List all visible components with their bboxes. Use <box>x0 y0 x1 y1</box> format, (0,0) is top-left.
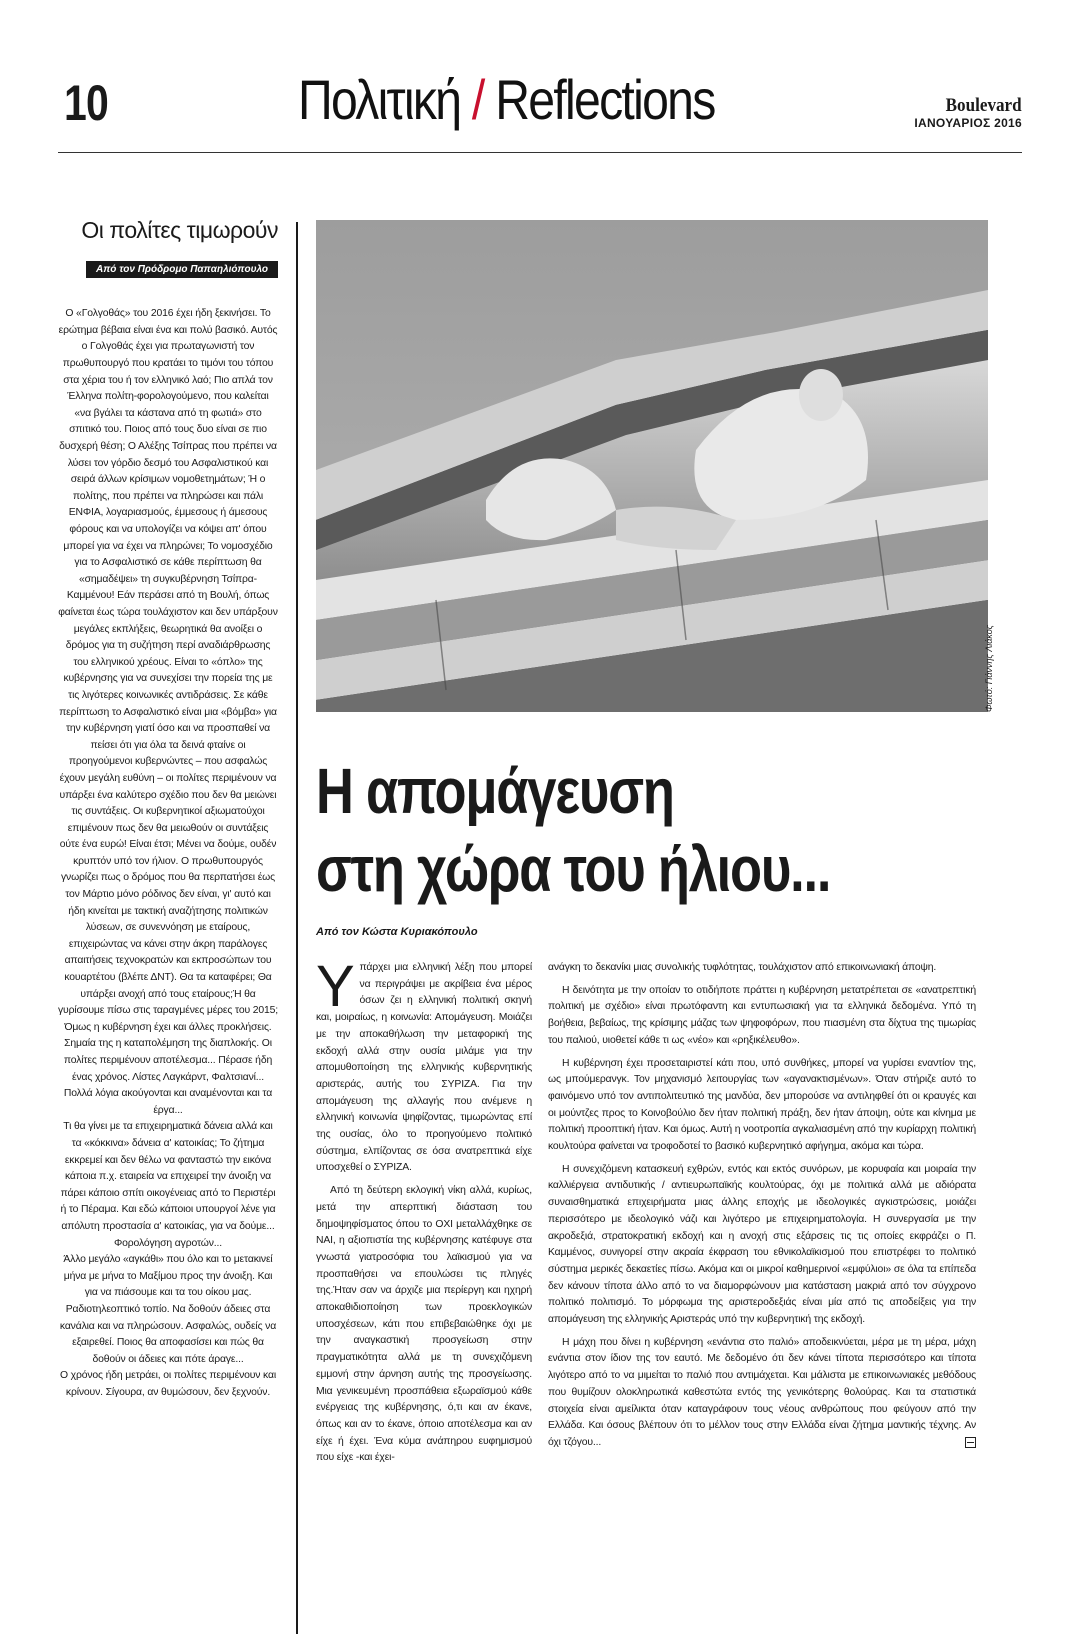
end-mark-icon <box>965 1437 976 1448</box>
header-divider <box>58 152 1022 153</box>
section-title <box>298 68 715 131</box>
headline-line: Η απομάγευση <box>316 755 674 827</box>
sidebar-title: Οι πολίτες τιμωρούν <box>81 217 278 243</box>
article-closing-text: Η μάχη που δίνει η κυβέρνηση «ενάντια στο παλιό» αποδεικνύεται, μέρα με τη μέρα, μάχη ενάντια στον ίδιον της τον εαυτό. Με δεδομένο ότι δεν κάνει τίποτα περισσότερο και τίποτα λιγότερο από το να μιμείται το παλιό που αντιμάχεται. Και μάλιστα με επικοινωνιακές μεθόδους που θυμίζουν ολοκληρωτικά καθεστώτα εντός της γενικότερης θολούρας. Και τα στατιστικά στοιχεία είναι αμείλικτα όταν καταγράφουν τους νέους ανθρώπους που φεύγουν από την Ελλάδα. Και όσους βλέπουν ότι το μέλλον τους στην Ελλάδα είναι ζήτημα μαντικής τέχνης. Αν όχι τζόγου... <box>548 1336 976 1448</box>
article-paragraph: Η δεινότητα με την οποίαν το οτιδήποτε πράττει η κυβέρνηση μετατρέπεται σε «ανατρεπτική πολιτική με σχέδιο» είναι πρωτόφαντη και εντυπωσιακή για τα ελληνικά δεδομένα. Υπό τη βοήθεια, βεβαίως, της κρίσιμης μάζας των ψηφοφόρων, που πιασμένη στα δίχτυα της τιμωρίας του παλιού, υιοθετεί κάθε τι ως «νέο» και «ρηξικέλευθο». <box>548 984 976 1046</box>
article-column-1 <box>316 954 532 1473</box>
masthead <box>914 96 1022 129</box>
headline-line: στη χώρα του ήλιου... <box>316 833 831 905</box>
section-name-en: Reflections <box>495 68 715 131</box>
issue-date: ΙΑΝΟΥΑΡΙΟΣ 2016 <box>914 116 1022 130</box>
article-column-2 <box>548 960 976 1458</box>
article-paragraph: Από τη δεύτερη εκλογική νίκη αλλά, κυρίως, μετά την απερπτική διάσταση του δημοψηφίσματος όπου το ΟΧΙ μεταλλάχθηκε σε ΝΑΙ, η αξιοπιστία της κυβέρνησης κατέφυγε στα γνωστά γιατροσόφια του λαϊκισμού για να προσπαθήσει να επουλώσει τις πληγές της.Ήταν σαν να άρχιζε μια περίεργη και ηχηρή αποκαθιδιοποίηση των προεκλογικών υποσχέσεων, κάτι που επιβεβαιώθηκε όχι με την αναγκαστική προσγείωση στην πραγματικότητα αλλά με τη συνεχιζόμενη εμμονή στην άρνηση αυτής της προσγείωσης. Μια γενικευμένη προσπάθεια εξωραϊσμού κάθε ενέργειας της κυβέρνησης, ό,τι και αν έκανε, όπως και αν το έκανε, όποιο αποτέλεσμα και αν είχε ή έχει. Ένα κύμα ανάπηρου ευφημισμού που είχε -και έχει- <box>316 1185 532 1464</box>
article-paragraph: Η κυβέρνηση έχει προσεταιριστεί κάτι που, υπό συνθήκες, μπορεί να γυρίσει εναντίον της, ως μπούμερανγκ. Τον μηχανισμό λειτουργίας των «αγανακτισμένων». Όταν στήριζε αυτό το φαινόμενο υπό τον αντιπολιτευτικό της μανδύα, δεν μπορούσε να αντιληφθεί ότι οι κραυγές και οι μούντζες προς το Κοινοβούλιο δεν ήταν πολιτική πράξη, δεν ήταν άποψη, ούτε και κίνημα με πολιτική προοπτική ήταν. Και όμως. Αυτή η νοοτροπία αγκαλιασμένη από την κυρίαρχη πολιτική κουλτούρα φαίνεται να τροφοδοτεί το βασικό κυβερνητικό αφήγημα, ακόμα και τώρα. <box>548 1057 976 1153</box>
sidebar-byline: Από τον Πρόδρομο Παπαηλιόπουλο <box>86 261 278 278</box>
page-number: 10 <box>64 75 108 131</box>
article-paragraph: Η συνεχιζόμενη κατασκευή εχθρών, εντός και εκτός συνόρων, με κορυφαία και μοιραία την καλλιέργεια αντιδυτικής / αντιευρωπαϊκής κουλτούρας, όχι με πολιτικά αλλά με αδιόρατα συναισθηματικά επιχειρήματα μιας άλλης εποχής με ιδεολογικές αγκιστρώσεις, μοιάζει περισσότερο με ιδεολογικό νάζι και λιγότερο με επιχειρηματολογία. Η συνεργασία με την ακροδεξιά, στρατοκρατική εκδοχή και η ανοχή στις εξάρσεις τις τις οποίες εκφράζει ο Π. Καμμένος, συνιγορεί στην ακραία έκφραση του εθνικολαϊκισμού που επιστρέφει το πολιτικό σύστημα μερικές δεκαετίες πίσω. Ακόμα και οι μικροί καθημερινοί «εμφύλιοι» σε όλα τα επίπεδα δεν κάνουν τίποτα άλλο από το να διαμορφώνουν μια κατάσταση μακριά από τον σύγχρονο πολιτικό πολιτισμό. Το μόρφωμα της αριστεροδεξιάς είναι μία από τις αποδείξεις για την απομάγευση της ελληνικής Αριστεράς υπό την κυβερνητική της εκδοχή. <box>548 1163 976 1326</box>
sidebar-paragraph: Ο «Γολγοθάς» του 2016 έχει ήδη ξεκινήσει. Το ερώτημα βέβαια είναι ένα και πολύ βασικό. Αυτός ο Γολγοθάς έχει για πρωταγωνιστή τον πρωθυπουργό που κρατάει το τιμόνι του τόπου στα χέρια του ή τον ελληνικό λαό; Πιο απλά τον Έλληνα πολίτη-φορολογούμενο, που καλείται «να βγάλει τα κάστανα από τη φωτιά» στο σπιτικό του. Ποιος από τους δυο είναι σε πιο δυσχερή θέση; Ο Αλέξης Τσίπρας που πρέπει να λύσει τον γόρδιο δεσμό του Ασφαλιστικού και σειρά άλλων κρίσιμων νομοθετημάτων; Ή ο πολίτης, που πρέπει να πληρώσει και πάλι ΕΝΦΙΑ, λογαριασμούς, έμμεσους ή άμεσους φόρους και να υπολογίζει να κόψει απ' όπου μπορεί για να έχει να πληρώνει; Το νομοσχέδιο για το Ασφαλιστικό σε κάθε περίπτωση θα «σημαδέψει» τη συγκυβέρνηση Τσίπρα-Καμμένου! Εάν περάσει από τη Βουλή, όπως φαίνεται έως τώρα τουλάχιστον και δεν υπάρξουν μεγάλες εκπλήξεις, θεωρητικά θα ανοίξει ο δρόμος για τη συζήτηση περί αναδιάρθρωσης του ελληνικού χρέους. Είναι το «όπλο» της κυβέρνησης για να συνεχίσει την πορεία της με τις λιγότερες κοινωνικές αντιδράσεις. Σε κάθε περίπτωση το Ασφαλιστικό είναι μια «βόμβα» για την κυβέρνηση γιατί όσο και να προσπαθεί να πείσει ότι για όλα τα δεινά φταίνε οι προηγούμενοι κυβερνώντες – που ασφαλώς έχουν μεγάλη ευθύνη – οι πολίτες περιμένουν να υπάρξει ένα καλύτερο σχέδιο που δεν θα μειώνει τις συντάξεις. Οι κυβερνητικοί αξιωματούχοι επιμένουν πως δεν θα μειωθούν οι συντάξεις ούτε ένα ευρώ! Είναι έτσι; Μένει να δούμε, ουδέν κρυπτόν υπό τον ήλιον. Ο πρωθυπουργός γνωρίζει πως ο δρόμος που θα περπατήσει έως τον Μάρτιο μόνο ρόδινος δεν είναι, γι' αυτό και ήδη κινείται με τακτική αναζήτησης πολιτικών λύσεων, σε συνεννόηση με εταίρους, επιχειρώντας να κάνει στην άκρη παράλογες απαιτήσεις τεχνοκρατών και εκπροσώπων του κουαρτέτου (βλέπε ΔΝΤ). Θα τα καταφέρει; Θα υπάρξει ανοχή από τους εταίρους;Ή θα γυρίσουμε πίσω στις ταραγμένες μέρες του 2015; Όμως η κυβέρνηση έχει και άλλες προκλήσεις. Σημαία της η καταπολέμηση της διαπλοκής. Οι πολίτες περιμένουν αποτέλεσμα... Πέρασε ήδη ένας χρόνος. Λίστες Λαγκάρντ, Φαλτσιανί... Πολλά λόγια ακούγονται και αναμένονται και τα έργα... <box>58 308 278 1116</box>
article-paragraph <box>316 954 532 1177</box>
section-separator: / <box>471 68 484 131</box>
article-photo <box>316 220 988 712</box>
sidebar-column <box>58 218 278 1401</box>
sidebar-body <box>58 306 278 1401</box>
section-name: Πολιτική <box>298 68 461 131</box>
masthead-logo: Boulevard <box>945 95 1022 116</box>
article-byline: Από τον Κώστα Κυριακόπουλο <box>316 926 478 938</box>
article-paragraph: ανάγκη το δεκανίκι μιας συνολικής τυφλότητας, τουλάχιστον από επικοινωνιακή άποψη. <box>548 962 937 973</box>
sidebar-paragraph: Ο χρόνος ήδη μετράει, οι πολίτες περιμένουν και κρίνουν. Σίγουρα, αν θυμώσουν, δεν ξεχνούν. <box>60 1370 276 1398</box>
sidebar-paragraph: Άλλο μεγάλο «αγκάθι» που όλο και το μετακινεί μήνα με μήνα το Μαξίμου προς την άνοιξη. Και για να πιάσουμε και τα του οίκου μας. Ραδιοτηλεοπτικό τοπίο. Να δοθούν άδειες στα κανάλια και να πληρώσουν. Ασφαλώς, ουδείς να εξαιρεθεί. Ποιος θα αποφασίσει και πώς θα δοθούν οι άδειες και πότε άραγε... <box>59 1254 277 1365</box>
article-headline <box>316 752 857 908</box>
column-divider <box>296 222 298 1634</box>
sidebar-paragraph: Τι θα γίνει με τα επιχειρηματικά δάνεια αλλά και τα «κόκκινα» δάνεια α' κατοικίας; Το ζήτημα εκκρεμεί και δεν θέλω να φανταστώ την εικόνα κάποια π.χ. εταιρεία να επιχειρεί την άνοιξη να πάρει κάποιο σπίτι οικογένειας από το Περιστέρι ή το Πέραμα. Και εδώ κάποιοι υπουργοί λένε για απόλυτη προστασία α' κατοικίας, για να δούμε... Φορολόγηση αγροτών... <box>60 1121 276 1249</box>
article-lead-text: πάρχει μια ελληνική λέξη που μπορεί να περιγράψει με ακρίβεια ένα μέρος όσων ζει η ελληνική πολιτική σκηνή και, μοιραίως, η κοινωνία: Απομάγευση. Μοιάζει με την αποκαθήλωση την μεταφορική της εκδοχή αλλά στην ουσία μιλάμε για την απομυθοποίηση της ελληνικής κυβερνητικής αριστεράς, αυτής του ΣΥΡΙΖΑ. Για την απομάγευση της αλλαγής που ανέμενε η ελληνική κοινωνία ψηφίζοντας, τιμωρώντας επί της ουσίας, όλο το προηγούμενο πολιτικό σύστημα, ελπίζοντας σε όσα ανατρεπτικά είχε υποσχεθεί ο ΣΥΡΙΖΑ. <box>316 962 532 1174</box>
article-paragraph <box>548 1335 976 1452</box>
photo-credit: Φωτό: Γιάννης Λιάκος <box>984 624 994 712</box>
drop-cap: Υ <box>316 954 355 1019</box>
